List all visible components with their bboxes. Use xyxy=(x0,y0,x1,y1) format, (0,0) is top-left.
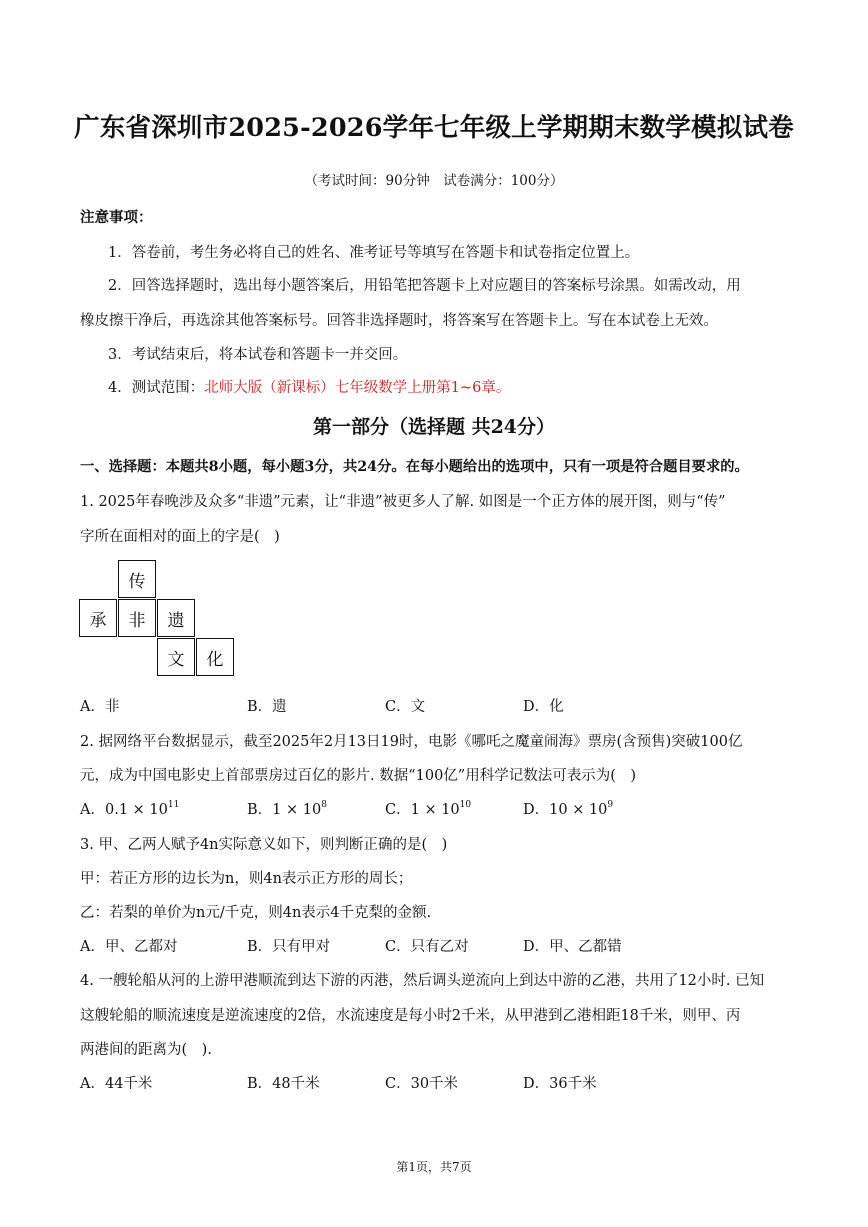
q2-text-line1: 2. 据网络平台数据显示，截至2025年2月13日19时，电影《哪吒之魔童闹海》票房(含预售)突破100亿 xyxy=(80,734,743,750)
q2-option-c xyxy=(385,798,471,819)
q2-option-b-exp: 8 xyxy=(321,800,327,810)
q2-option-d-exp: 9 xyxy=(607,800,614,810)
q3-option-d: D．甲、乙都错 xyxy=(523,939,622,955)
q1-option-d: D．化 xyxy=(523,699,564,715)
q4-option-d: D．36千米 xyxy=(523,1076,597,1092)
q2-option-d-label: D． xyxy=(523,802,550,818)
q2-option-c-exp: 10 xyxy=(459,800,472,810)
q1-option-b: B．遗 xyxy=(247,699,287,715)
q2-option-a-label: A． xyxy=(80,802,105,818)
q2-text-line2: 元，成为中国电影史上首部票房过百亿的影片. 数据“100亿”用科学记数法可表示为( ) xyxy=(80,768,637,784)
q2-option-d-base: 10 × 10 xyxy=(549,802,608,818)
notice-item-3: 3．考试结束后，将本试卷和答题卡一并交回。 xyxy=(108,347,408,363)
q2-option-d xyxy=(523,798,613,819)
section-instruction: 一、选择题：本题共8小题，每小题3分，共24分。在每小题给出的选项中，只有一项是符合题目要求的。 xyxy=(80,459,749,475)
q4-text-line3: 两港间的距离为( ). xyxy=(80,1042,212,1058)
q4-text-line2: 这艘轮船的顺流速度是逆流速度的2倍，水流速度是每小时2千米，从甲港到乙港相距18千米，则甲、丙 xyxy=(80,1008,741,1024)
exam-title: 广东省深圳市2025-2026学年七年级上学期期末数学模拟试卷 xyxy=(74,113,794,143)
q3-text-line3: 乙：若梨的单价为n元/千克，则4n表示4千克梨的金额. xyxy=(80,905,432,921)
net-cell-fei: 非 xyxy=(118,599,156,637)
q1-option-a: A．非 xyxy=(80,699,120,715)
q2-option-a-base: 0.1 × 10 xyxy=(104,802,168,818)
notice-heading: 注意事项： xyxy=(80,209,153,226)
notice-scope-value: 北师大版（新课标）七年级数学上册第1~6章。 xyxy=(204,380,511,396)
q2-option-b-label: B． xyxy=(247,802,273,818)
section-title: 第一部分（选择题 共24分） xyxy=(312,416,556,438)
notice-item-2-cont: 橡皮擦干净后，再选涂其他答案标号。回答非选择题时，将答案写在答题卡上。写在本试卷上无效。 xyxy=(80,313,718,329)
notice-item-4 xyxy=(108,376,510,397)
q2-option-c-base: 1 × 10 xyxy=(410,802,460,818)
q1-text-line2: 字所在面相对的面上的字是( ) xyxy=(80,529,280,545)
q2-option-c-label: C． xyxy=(385,802,411,818)
q4-option-a: A．44千米 xyxy=(80,1076,153,1092)
notice-scope-label: 4．测试范围： xyxy=(108,380,205,396)
q2-option-a xyxy=(80,798,179,819)
net-cell-hua: 化 xyxy=(196,638,234,676)
net-cell-wen: 文 xyxy=(157,638,195,676)
q3-text-line2: 甲：若正方形的边长为n，则4n表示正方形的周长； xyxy=(80,871,413,887)
q2-option-b-base: 1 × 10 xyxy=(272,802,322,818)
q4-option-c: C．30千米 xyxy=(385,1076,459,1092)
page-footer: 第1页，共7页 xyxy=(396,1160,472,1174)
net-cell-yi: 遗 xyxy=(157,599,195,637)
q1-option-c: C．文 xyxy=(385,699,426,715)
q4-option-b: B．48千米 xyxy=(247,1076,320,1092)
net-cell-cheng: 承 xyxy=(79,599,117,637)
q2-option-a-exp: 11 xyxy=(167,800,180,810)
q3-option-b: B．只有甲对 xyxy=(247,939,331,955)
q3-option-c: C．只有乙对 xyxy=(385,939,469,955)
q2-option-b xyxy=(247,798,327,819)
cube-net-figure xyxy=(79,560,239,680)
q4-text-line1: 4. 一艘轮船从河的上游甲港顺流到达下游的丙港，然后调头逆流向上到达中游的乙港，共用了12小时. 已知 xyxy=(80,973,765,989)
q1-text-line1: 1. 2025年春晚涉及众多“非遗”元素，让“非遗”被更多人了解. 如图是一个正方体的展开图，则与“传” xyxy=(80,494,726,510)
notice-item-2: 2．回答选择题时，选出每小题答案后，用铅笔把答题卡上对应题目的答案标号涂黑。如需改动，用 xyxy=(108,278,741,294)
q3-text-line1: 3. 甲、乙两人赋予4n实际意义如下，则判断正确的是( ) xyxy=(80,837,448,853)
notice-item-1: 1．答卷前，考生务必将自己的姓名、准考证号等填写在答题卡和试卷指定位置上。 xyxy=(108,245,640,261)
net-cell-chuan: 传 xyxy=(118,560,156,598)
q3-option-a: A．甲、乙都对 xyxy=(80,939,178,955)
exam-subtitle: （考试时间：90分钟 试卷满分：100分） xyxy=(304,173,564,189)
